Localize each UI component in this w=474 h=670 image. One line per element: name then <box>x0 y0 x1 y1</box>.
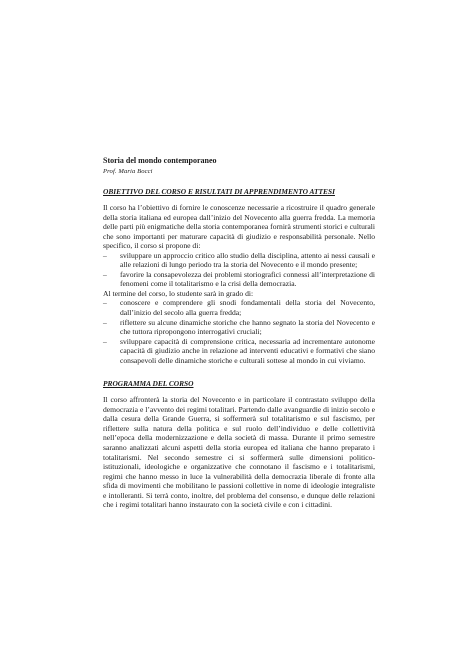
dash-bullet: – <box>103 269 107 279</box>
document-page <box>103 156 375 510</box>
outcomes-list <box>103 298 375 365</box>
program-heading: PROGRAMMA DEL CORSO <box>103 379 194 389</box>
objectives-heading: OBIETTIVO DEL CORSO E RISULTATI DI APPRENDIMENTO ATTESI <box>103 187 335 196</box>
dash-bullet: – <box>103 250 107 260</box>
outcomes-intro: Al termine del corso, lo studente sarà in grado di: <box>103 288 254 298</box>
dash-bullet: – <box>103 298 107 308</box>
aims-list <box>103 251 375 289</box>
program-body: Il corso affronterà la storia del Novecento e in particolare il contrastato sviluppo della democrazia e l’avvento dei regimi totalitari. Partendo dalle avanguardie di inizio secolo e dalla cesura della Grande Guerra, si soffermerà sul totalitarismo e sul fascismo, per riflettere sulla natura della politica e sul ruolo dell’individuo e delle collettività nell’epoca della modernizzazione e della società di massa. Durante il primo semestre saranno analizzati alcuni aspetti della storia europea ed italiana che hanno preparato i totalitarismi. Nel secondo semestre ci si soffermerà sulle dimensioni politico-istituzionali, ideologiche e organizzative che connotano il fascismo e i totalitarismi, regimi che hanno messo in luce la vulnerabilità della democrazia liberale di fronte alla sfida di movimenti che mobilitano le passioni collettive in nome di ideologie integraliste e intolleranti. Si terrà conto, inoltre, del problema del consenso, e dunque delle relazioni che i regimi totalitari hanno instaurato con la società civile e con i cittadini. <box>103 395 375 510</box>
list-item: – favorire la consapevolezza dei problemi storiografici connessi all’interpretazione di fenomeni come il totalitarismo e la crisi della democrazia. <box>103 269 375 289</box>
course-title: Storia del mondo contemporaneo <box>103 156 217 165</box>
list-item: – sviluppare capacità di comprensione critica, necessaria ad incrementare autonome capacità di giudizio anche in relazione ad interventi educativi e formativi che siano consapevoli delle dinamiche storiche e culturali sottese al mondo in cui viviamo. <box>103 336 375 365</box>
course-author: Prof. Maria Bocci <box>103 168 153 175</box>
list-item: – conoscere e comprendere gli snodi fondamentali della storia del Novecento, dall’inizio del secolo alla guerra fredda; <box>103 298 375 318</box>
list-item: – sviluppare un approccio critico allo studio della disciplina, attento ai nessi causali e alle relazioni di lungo periodo tra la storia del Novecento e il mondo presente; <box>103 250 375 270</box>
dash-bullet: – <box>103 336 107 346</box>
objectives-intro: Il corso ha l’obiettivo di fornire le conoscenze necessarie a ricostruire il quadro generale della storia italiana ed europea dall’inizio del Novecento alla guerra fredda. La memoria delle parti più enigmatiche della storia contemporanea fornirà strumenti storici e culturali che sono importanti per maturare capacità di giudizio e responsabilità personale. Nello specifico, il corso si propone di: <box>103 203 375 251</box>
list-item: – riflettere su alcune dinamiche storiche che hanno segnato la storia del Novecento e che tuttora ripropongono interrogativi cruciali; <box>103 317 375 337</box>
dash-bullet: – <box>103 317 107 327</box>
